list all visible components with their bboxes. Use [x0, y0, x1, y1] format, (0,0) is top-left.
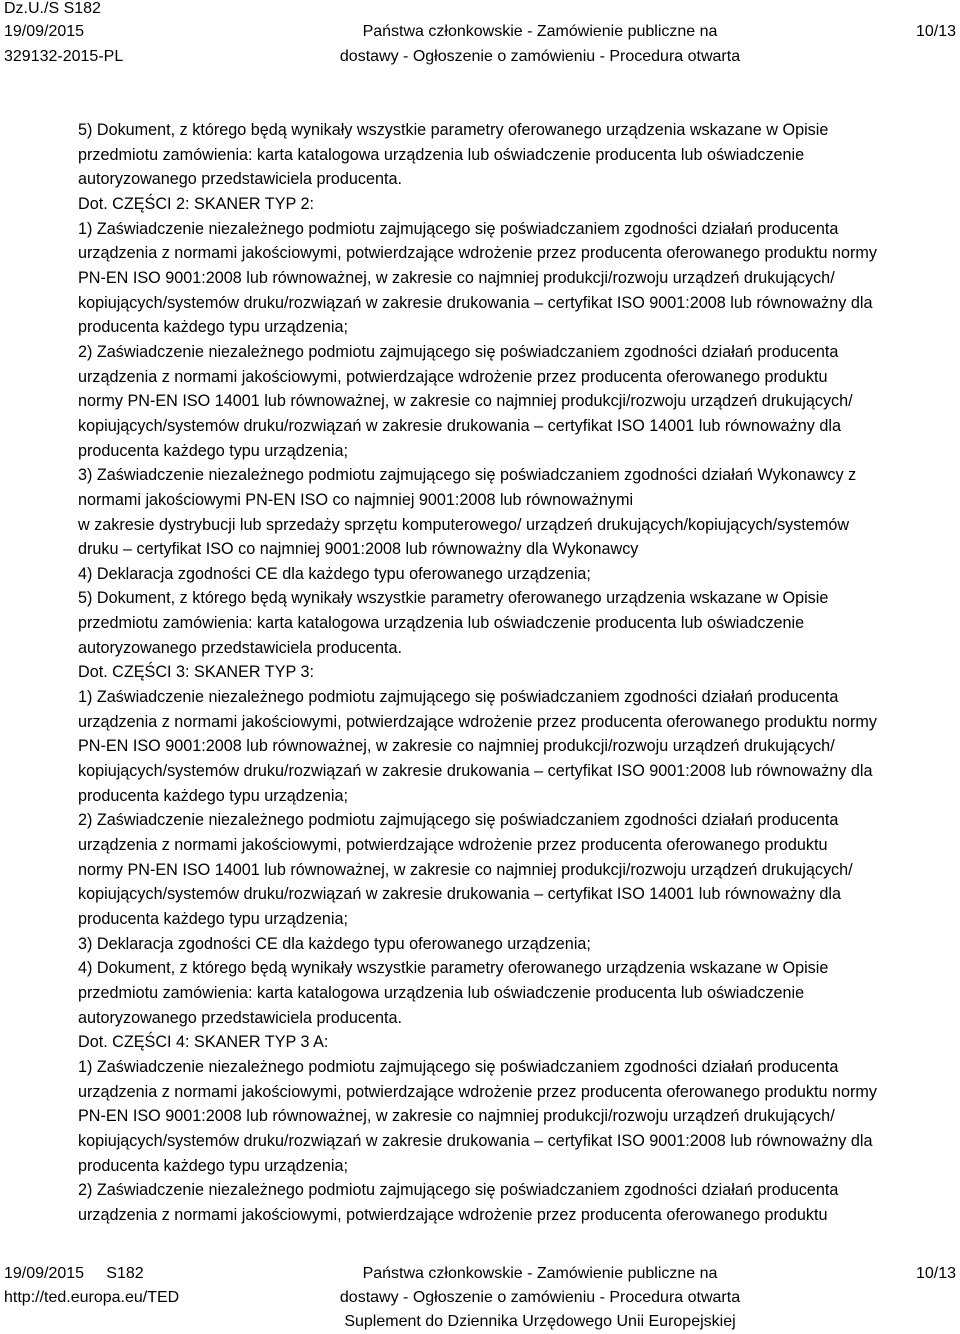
text-line: 1) Zaświadczenie niezależnego podmiotu zajmującego się poświadczaniem zgodności działań producenta: [78, 219, 839, 238]
header-title-line-1: Państwa członkowskie - Zamówienie publiczne na: [362, 23, 718, 40]
text-line: autoryzowanego przedstawiciela producenta.: [78, 1008, 402, 1027]
page-footer: [0, 1262, 960, 1334]
header-title-line-2: dostawy - Ogłoszenie o zamówieniu - Procedura otwarta: [339, 48, 741, 65]
text-line: w zakresie dystrybucji lub sprzedaży sprzętu komputerowego/ urządzeń drukujących/kopiujących/systemów: [78, 515, 850, 534]
text-line: przedmiotu zamówienia: karta katalogowa urządzenia lub oświadczenie producenta lub oświadczenie: [78, 145, 805, 164]
footer-date-issue: 19/09/2015 S182: [4, 1265, 144, 1282]
journal-reference: Dz.U./S S182: [4, 0, 101, 17]
text-line: urządzenia z normami jakościowymi, potwierdzające wdrożenie przez producenta oferowanego produktu normy: [78, 244, 877, 263]
text-line: 4) Deklaracja zgodności CE dla każdego typu oferowanego urządzenia;: [78, 564, 591, 583]
text-line: urządzenia z normami jakościowymi, potwierdzające wdrożenie przez producenta oferowanego produktu: [78, 836, 828, 855]
text-line: 4) Dokument, z którego będą wynikały wszystkie parametry oferowanego urządzenia wskazane w Opisie: [78, 959, 829, 978]
footer-title-line-1: Państwa członkowskie - Zamówienie publiczne na: [362, 1265, 718, 1282]
text-line: 3) Deklaracja zgodności CE dla każdego typu oferowanego urządzenia;: [78, 934, 591, 953]
text-line: kopiujących/systemów druku/rozwiązań w zakresie drukowania – certyfikat ISO 9001:2008 lub równoważny dla: [78, 293, 873, 312]
footer-supplement: Suplement do Dziennika Urzędowego Unii Europejskiej: [344, 1313, 736, 1330]
text-line: kopiujących/systemów druku/rozwiązań w zakresie drukowania – certyfikat ISO 9001:2008 lub równoważny dla: [78, 1131, 873, 1150]
text-line: producenta każdego typu urządzenia;: [78, 441, 348, 460]
text-line: Dot. CZĘŚCI 4: SKANER TYP 3 A:: [78, 1033, 329, 1052]
text-line: urządzenia z normami jakościowymi, potwierdzające wdrożenie przez producenta oferowanego produktu normy: [78, 712, 877, 731]
text-line: PN-EN ISO 9001:2008 lub równoważnej, w zakresie co najmniej produkcji/rozwoju urządzeń drukujących/: [78, 737, 835, 756]
text-line: 2) Zaświadczenie niezależnego podmiotu zajmującego się poświadczaniem zgodności działań producenta: [78, 342, 839, 361]
text-line: normy PN-EN ISO 14001 lub równoważnej, w zakresie co najmniej produkcji/rozwoju urządzeń drukujących/: [78, 860, 853, 879]
text-line: autoryzowanego przedstawiciela producenta.: [78, 170, 402, 189]
text-line: 3) Zaświadczenie niezależnego podmiotu zajmującego się poświadczaniem zgodności działań Wykonawcy z: [78, 466, 857, 485]
text-line: przedmiotu zamówienia: karta katalogowa urządzenia lub oświadczenie producenta lub oświadczenie: [78, 983, 805, 1002]
text-line: Dot. CZĘŚCI 3: SKANER TYP 3:: [78, 663, 314, 682]
text-line: kopiujących/systemów druku/rozwiązań w zakresie drukowania – certyfikat ISO 14001 lub równoważny dla: [78, 416, 841, 435]
text-line: producenta każdego typu urządzenia;: [78, 786, 348, 805]
notice-number: 329132-2015-PL: [4, 48, 124, 65]
text-line: PN-EN ISO 9001:2008 lub równoważnej, w zakresie co najmniej produkcji/rozwoju urządzeń drukujących/: [78, 1107, 835, 1126]
footer-link[interactable]: http://ted.europa.eu/TED: [4, 1289, 180, 1306]
text-line: PN-EN ISO 9001:2008 lub równoważnej, w zakresie co najmniej produkcji/rozwoju urządzeń drukujących/: [78, 268, 835, 287]
text-line: druku – certyfikat ISO co najmniej 9001:2008 lub równoważny dla Wykonawcy: [78, 540, 639, 559]
text-line: kopiujących/systemów druku/rozwiązań w zakresie drukowania – certyfikat ISO 14001 lub równoważny dla: [78, 885, 841, 904]
text-line: normami jakościowymi PN-EN ISO co najmniej 9001:2008 lub równoważnymi: [78, 490, 634, 509]
document-body: [78, 118, 958, 1228]
text-line: producenta każdego typu urządzenia;: [78, 1156, 348, 1175]
text-line: urządzenia z normami jakościowymi, potwierdzające wdrożenie przez producenta oferowanego produktu normy: [78, 1082, 877, 1101]
text-line: normy PN-EN ISO 14001 lub równoważnej, w zakresie co najmniej produkcji/rozwoju urządzeń drukujących/: [78, 392, 853, 411]
text-line: urządzenia z normami jakościowymi, potwierdzające wdrożenie przez producenta oferowanego produktu: [78, 1205, 828, 1224]
text-line: producenta każdego typu urządzenia;: [78, 318, 348, 337]
text-line: 1) Zaświadczenie niezależnego podmiotu zajmującego się poświadczaniem zgodności działań producenta: [78, 688, 839, 707]
text-line: 2) Zaświadczenie niezależnego podmiotu zajmującego się poświadczaniem zgodności działań producenta: [78, 1181, 839, 1200]
text-line: autoryzowanego przedstawiciela producenta.: [78, 638, 402, 657]
text-line: 5) Dokument, z którego będą wynikały wszystkie parametry oferowanego urządzenia wskazane w Opisie: [78, 589, 829, 608]
text-line: kopiujących/systemów druku/rozwiązań w zakresie drukowania – certyfikat ISO 9001:2008 lub równoważny dla: [78, 762, 873, 781]
text-line: 5) Dokument, z którego będą wynikały wszystkie parametry oferowanego urządzenia wskazane w Opisie: [78, 121, 829, 139]
text-line: 2) Zaświadczenie niezależnego podmiotu zajmującego się poświadczaniem zgodności działań producenta: [78, 811, 839, 830]
page-number: 10/13: [915, 23, 956, 40]
text-line: przedmiotu zamówienia: karta katalogowa urządzenia lub oświadczenie producenta lub oświadczenie: [78, 614, 805, 633]
footer-title-line-2: dostawy - Ogłoszenie o zamówieniu - Procedura otwarta: [339, 1289, 741, 1306]
text-line: urządzenia z normami jakościowymi, potwierdzające wdrożenie przez producenta oferowanego produktu: [78, 367, 828, 386]
text-line: 1) Zaświadczenie niezależnego podmiotu zajmującego się poświadczaniem zgodności działań producenta: [78, 1057, 839, 1076]
footer-page-number: 10/13: [915, 1265, 956, 1282]
page-header: [0, 0, 960, 70]
text-line: Dot. CZĘŚCI 2: SKANER TYP 2:: [78, 194, 314, 213]
text-line: producenta każdego typu urządzenia;: [78, 910, 348, 928]
publication-date: 19/09/2015: [4, 23, 85, 40]
